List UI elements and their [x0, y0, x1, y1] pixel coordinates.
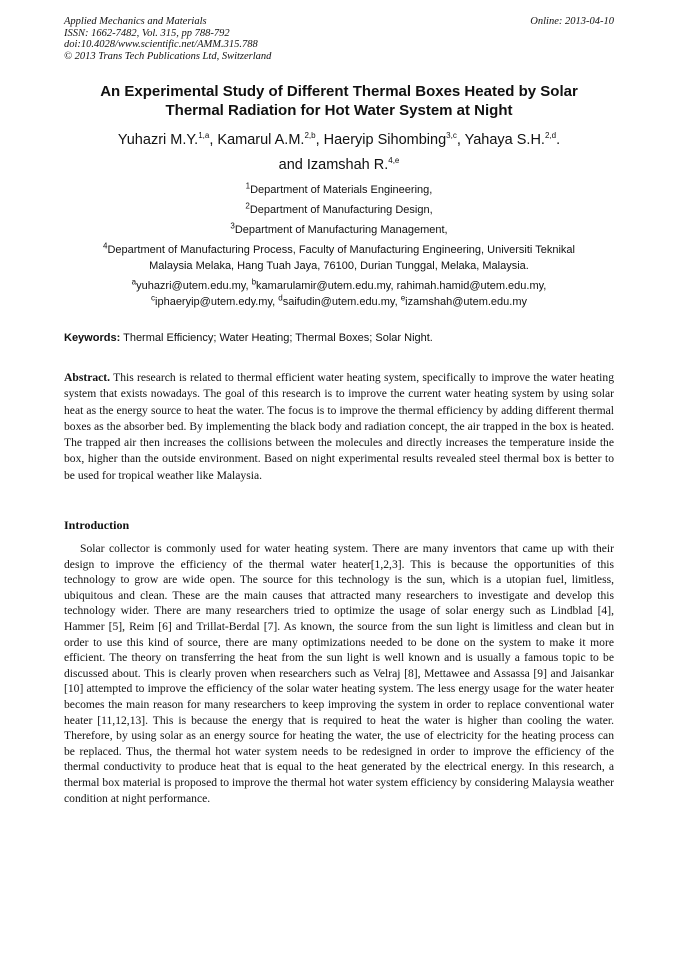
affiliation-2 [60, 200, 618, 220]
author-emails [60, 278, 618, 310]
title-line-2: Thermal Radiation for Hot Water System at Night [165, 102, 513, 119]
email-marker: c [151, 293, 156, 303]
email-marker: b [251, 277, 257, 287]
author-separator: , [209, 132, 218, 148]
author-name: Kamarul A.M. [217, 132, 305, 148]
author-marker: 2,d [544, 131, 557, 141]
abstract-label: Abstract. [64, 371, 111, 384]
email-line-1 [60, 278, 618, 294]
affiliation-3 [60, 220, 618, 240]
email-link[interactable]: izamshah@utem.edu.my [405, 296, 527, 308]
email-line-2 [60, 294, 618, 310]
abstract-text: This research is related to thermal efficient water heating system, specifically to improve the water heating system that exists nowadays. The goal of this research is to improve the current water heating system by using solar heat as the energy source to heat the water. The focus is to improve the thermal efficiency by adding different thermal boxes as the absorber bed. By implementing the black body and radiation concept, the air trapped in the box is heated. The trapped air then increases the collisions between the molecules and directly increases the temperature inside the box, higher than the outside environment. Based on night experimental results revealed steel thermal box is better to be used for tropical weather like Malaysia. [64, 371, 614, 482]
affiliation-text: Department of Manufacturing Design, [249, 204, 433, 216]
affiliation-marker: 1 [245, 181, 251, 191]
affiliation-text: Department of Materials Engineering, [250, 184, 433, 196]
author-name: and Izamshah R. [278, 157, 389, 173]
online-date: Online: 2013-04-10 [530, 16, 614, 27]
running-header [64, 16, 614, 62]
author-line-1 [60, 128, 618, 153]
email-link[interactable]: iphaeryip@utem.edy.my, [155, 296, 279, 308]
affiliation-text: Department of Manufacturing Process, Faculty of Manufacturing Engineering, Universiti Teknikal [107, 244, 575, 256]
abstract-section [64, 370, 614, 484]
paper-title [60, 82, 618, 120]
title-line-1: An Experimental Study of Different Thermal Boxes Heated by Solar [100, 83, 578, 100]
affiliation-marker: 3 [230, 221, 235, 231]
keywords-section [64, 332, 614, 344]
author-name: Haeryip Sihombing [323, 132, 447, 148]
affiliation-4 [60, 242, 618, 274]
author-list [60, 128, 618, 178]
email-marker: e [400, 293, 406, 303]
affiliation-marker: 2 [245, 201, 250, 211]
author-marker: 2,b [304, 131, 316, 141]
email-marker: d [278, 293, 283, 303]
issn-line: ISSN: 1662-7482, Vol. 315, pp 788-792 [64, 27, 230, 39]
doi-line: doi:10.4028/www.scientific.net/AMM.315.788 [64, 39, 258, 50]
email-marker: a [131, 277, 137, 287]
author-name: Yahaya S.H. [464, 132, 545, 148]
affiliation-marker: 4 [103, 241, 108, 251]
author-separator: , [456, 132, 465, 148]
email-link[interactable]: yuhazri@utem.edu.my, [136, 280, 252, 292]
author-separator: , [315, 132, 324, 148]
affiliation-4-line-1 [60, 242, 618, 258]
affiliation-4-line-2: Malaysia Melaka, Hang Tuah Jaya, 76100, Durian Tunggal, Melaka, Malaysia. [149, 260, 529, 272]
journal-name: Applied Mechanics and Materials [64, 16, 207, 27]
author-line-2 [60, 153, 618, 178]
author-separator: . [556, 132, 561, 148]
affiliation-text: Department of Manufacturing Management, [234, 224, 448, 236]
copyright-line: © 2013 Trans Tech Publications Ltd, Switzerland [64, 50, 272, 62]
email-link[interactable]: kamarulamir@utem.edu.my, rahimah.hamid@utem.edu.my, [256, 280, 547, 292]
introduction-paragraph: Solar collector is commonly used for water heating system. There are many inventors that came up with their design to improve the efficiency of the thermal water heater[1,2,3]. This is because the opportunities of this technology to grow are wide open. The source for this technology is the sun, which is a utopian fuel, limitless, ubiquitous and clean. These are the main causes that attracted many researchers to investigate and develop this technology wider. There are many researchers tried to optimize the usage of solar energy such as Lindblad [4], Hammer [5], Reim [6] and Trillat-Berdal [7]. As known, the source from the sun light is limitless and clean but in order to use this kind of source, there are many optimizations needed to be done on the system to make it more efficient. The theory on transferring the heat from the sun light is well known and is usually a famous topic to be discussed about. This is clearly proven when researchers such as Velraj [8], Mettawee and Assassa [9] and Jaisankar [10] attempted to improve the efficiency of the solar water heating system. The less energy usage for the water heater becomes the main reason for many researchers to keep improving the system in order to replace conventional water heater [11,12,13]. This is because the energy that is required to heat the water is higher than cooling the water. Therefore, by using solar as an energy source for heating the water, the use of electricity for the heating process can be replaced. Thus, the thermal hot water system needs to be redesigned in order to improve the efficiency of the thermal conductivity to produce heat that is equal to the heat generated by the electrical energy. In this research, a thermal box material is proposed to improve the thermal hot water system efficiency by considering Malaysia weather condition at night performance. [64, 542, 614, 805]
keywords-text: Thermal Efficiency; Water Heating; Thermal Boxes; Solar Night. [120, 332, 433, 344]
affiliation-1 [60, 180, 618, 200]
author-marker: 3,c [446, 131, 457, 141]
author-name: Yuhazri M.Y. [117, 132, 199, 148]
introduction-heading: Introduction [64, 518, 130, 532]
email-link[interactable]: saifudin@utem.edu.my, [282, 296, 401, 308]
author-marker: 1,a [198, 131, 210, 141]
keywords-label: Keywords: [64, 332, 121, 344]
author-marker: 4,e [388, 156, 400, 166]
affiliations [60, 180, 618, 310]
